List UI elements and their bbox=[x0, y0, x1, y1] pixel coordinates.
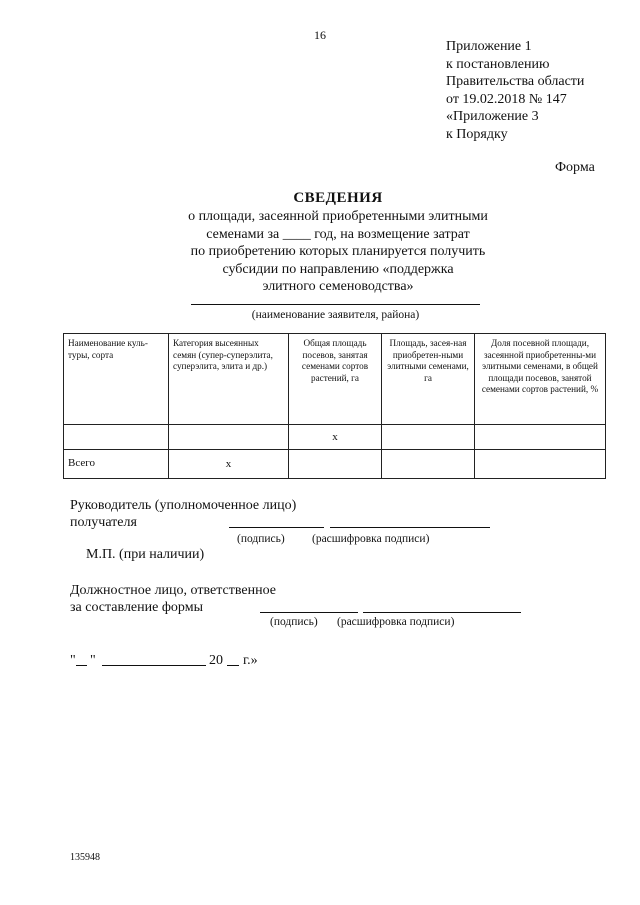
date-quote-open: " bbox=[70, 653, 76, 668]
data-table bbox=[63, 333, 606, 479]
header-cell: Общая площадь посевов, занятая семенами сортов растений, га bbox=[289, 334, 382, 425]
table-cell[interactable] bbox=[382, 450, 475, 479]
header-cell: Категория высеянных семян (супер-суперэлита, суперэлита, элита и др.) bbox=[169, 334, 289, 425]
signature2-decode-line[interactable] bbox=[363, 612, 521, 613]
table-total-row bbox=[64, 450, 606, 479]
page-number: 16 bbox=[314, 28, 326, 42]
subtitle-line: субсидии по направлению «поддержка bbox=[222, 261, 454, 277]
signature1-label-line1: Руководитель (уполномоченное лицо) bbox=[70, 498, 297, 513]
date-year-prefix: 20 bbox=[209, 653, 223, 668]
appendix-line: к Порядку bbox=[446, 126, 508, 142]
appendix-line: от 19.02.2018 № 147 bbox=[446, 91, 567, 107]
appendix-line: Приложение 1 bbox=[446, 39, 532, 54]
table-cell[interactable] bbox=[64, 425, 169, 450]
applicant-name-line[interactable] bbox=[191, 304, 480, 305]
document-title: СВЕДЕНИЯ bbox=[293, 190, 383, 206]
date-day-line[interactable] bbox=[76, 665, 87, 666]
signature1-sign-line[interactable] bbox=[229, 527, 324, 528]
applicant-caption: (наименование заявителя, района) bbox=[251, 309, 420, 321]
subtitle-line: о площади, засеянной приобретенными элитными bbox=[188, 209, 488, 224]
date-suffix: г.» bbox=[243, 653, 258, 668]
signature2-label-line2: за составление формы bbox=[70, 600, 203, 615]
form-label: Форма bbox=[555, 160, 595, 175]
date-quote-close: " bbox=[90, 653, 96, 668]
stamp-label: М.П. (при наличии) bbox=[86, 547, 205, 562]
appendix-line: к постановлению bbox=[446, 56, 550, 72]
table-cell[interactable] bbox=[475, 450, 606, 479]
signature2-sign-line[interactable] bbox=[260, 612, 358, 613]
table-header-row bbox=[64, 334, 606, 425]
table-cell[interactable] bbox=[382, 425, 475, 450]
subtitle-line: семенами за ____ год, на возмещение затрат bbox=[206, 226, 470, 242]
signature1-decode-line[interactable] bbox=[330, 527, 490, 528]
appendix-block bbox=[446, 38, 584, 143]
signature1-caption-sign: (подпись) bbox=[237, 533, 285, 545]
signature2-caption-decode: (расшифровка подписи) bbox=[337, 616, 455, 628]
total-label: Всего bbox=[64, 450, 169, 479]
appendix-line: «Приложение 3 bbox=[446, 109, 539, 124]
subtitle-line: по приобретению которых планируется получить bbox=[190, 244, 486, 259]
table-row bbox=[64, 425, 606, 450]
table-cell[interactable] bbox=[169, 425, 289, 450]
document-subtitle bbox=[0, 208, 640, 296]
signature1-label-line2: получателя bbox=[70, 515, 137, 530]
signature1-caption-decode: (расшифровка подписи) bbox=[312, 533, 430, 545]
signature2-label-line1: Должностное лицо, ответственное bbox=[70, 583, 276, 598]
subtitle-line: элитного семеноводства» bbox=[262, 279, 414, 294]
table-cell[interactable] bbox=[475, 425, 606, 450]
header-cell: Доля посевной площади, засеянной приобретенны-ми элитными семенами, в общей площади посевов, занятой семенами сортов растений, % bbox=[475, 334, 606, 425]
appendix-line: Правительства области bbox=[446, 74, 585, 89]
table-cell: х bbox=[169, 450, 289, 479]
date-month-line[interactable] bbox=[102, 665, 206, 666]
footer-number: 135948 bbox=[70, 852, 100, 863]
header-cell: Площадь, засея-ная приобретен-ными элитными семенами, га bbox=[382, 334, 475, 425]
date-year-line[interactable] bbox=[227, 665, 239, 666]
table-cell: х bbox=[289, 425, 382, 450]
table-cell[interactable] bbox=[289, 450, 382, 479]
signature2-caption-sign: (подпись) bbox=[270, 616, 318, 628]
header-cell: Наименование куль-туры, сорта bbox=[64, 334, 169, 425]
